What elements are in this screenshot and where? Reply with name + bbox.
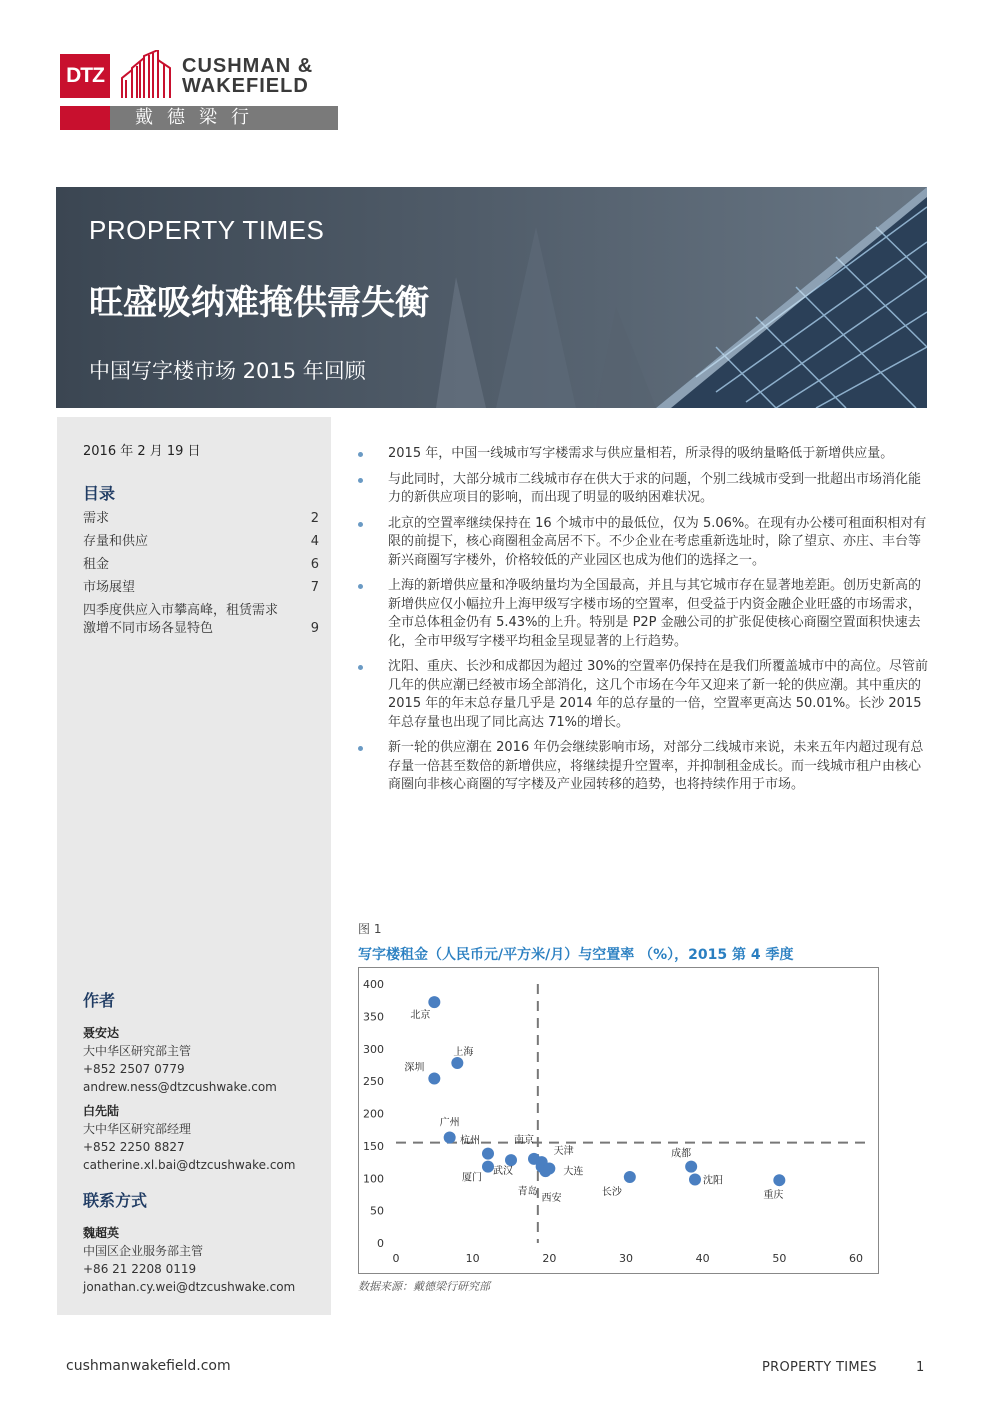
author-name: 聂安达 xyxy=(83,1026,120,1040)
wordmark-line-1: CUSHMAN & xyxy=(182,55,314,77)
contact-heading: 联系方式 xyxy=(83,1191,148,1210)
contact-title: 中国区企业服务部主管 xyxy=(83,1244,204,1258)
point-label: 上海 xyxy=(453,1046,474,1058)
author-name: 白先陆 xyxy=(83,1104,120,1118)
hero-banner xyxy=(56,187,927,408)
y-tick-label: 250 xyxy=(363,1075,384,1089)
footer-website[interactable]: cushmanwakefield.com xyxy=(66,1358,231,1374)
key-points xyxy=(358,445,930,802)
footer-series: PROPERTY TIMES xyxy=(762,1360,877,1375)
point-label: 深圳 xyxy=(404,1062,425,1074)
figure-number: 图 1 xyxy=(358,922,382,936)
bullet-point: 北京的空置率继续保持在 16 个城市中的最低位，仅为 5.06%。在现有办公楼可租面积相对有限的前提下，核心商圈租金高居不下。不少企业在考虑重新选址时，除了望京、亦庄、丰台等新兴商圈写字楼外，价格较低的产业园区也成为他们的选择之一。 xyxy=(358,515,930,571)
cushman-wakefield-wordmark xyxy=(182,56,313,96)
company-logo xyxy=(60,48,340,132)
brand-bar-accent xyxy=(60,106,110,130)
x-tick-label: 20 xyxy=(542,1252,557,1265)
author-title: 大中华区研究部经理 xyxy=(83,1122,192,1136)
data-point xyxy=(624,1171,636,1183)
point-label: 武汉 xyxy=(493,1166,513,1178)
authors-list xyxy=(83,1024,323,1180)
data-point xyxy=(428,1073,440,1085)
point-label: 厦门 xyxy=(462,1172,482,1184)
toc-item[interactable] xyxy=(83,579,319,597)
point-label: 成都 xyxy=(671,1148,692,1160)
point-label: 青岛 xyxy=(517,1186,538,1198)
point-label: 沈阳 xyxy=(703,1175,723,1187)
author-card xyxy=(83,1024,323,1096)
rent-vacancy-scatter-chart xyxy=(358,967,879,1274)
table-of-contents xyxy=(83,510,319,643)
toc-item[interactable] xyxy=(83,602,319,638)
author-email[interactable]: catherine.xl.bai@dtzcushwake.com xyxy=(83,1158,296,1172)
sidebar xyxy=(57,417,331,1315)
y-tick-label: 150 xyxy=(363,1139,384,1153)
publication-date: 2016 年 2 月 19 日 xyxy=(83,444,201,459)
y-tick-label: 300 xyxy=(363,1042,384,1056)
point-label: 大连 xyxy=(563,1166,584,1178)
contact-name: 魏超英 xyxy=(83,1226,120,1240)
toc-item-label: 需求 xyxy=(83,511,110,526)
figure-title: 写字楼租金（人民币元/平方米/月）与空置率 （%），2015 第 4 季度 xyxy=(358,947,794,963)
toc-item-label: 租金 xyxy=(83,557,110,572)
y-tick-label: 350 xyxy=(363,1010,384,1024)
x-tick-label: 40 xyxy=(695,1252,710,1265)
contact-phone: +86 21 2208 0119 xyxy=(83,1262,197,1276)
data-point xyxy=(482,1148,494,1160)
figure-source: 数据来源：戴德梁行研究部 xyxy=(358,1280,490,1293)
toc-item-page: 7 xyxy=(310,580,319,595)
point-label: 天津 xyxy=(553,1146,574,1158)
data-point xyxy=(543,1163,555,1175)
point-label: 长沙 xyxy=(601,1186,622,1198)
toc-heading: 目录 xyxy=(83,484,116,503)
wordmark-line-2: WAKEFIELD xyxy=(182,75,309,97)
contact-card xyxy=(83,1224,323,1296)
bullet-point: 新一轮的供应潮在 2016 年仍会继续影响市场，对部分二线城市来说，未来五年内超过现有总存量一倍甚至数倍的新增供应，将继续提升空置率，并抑制租金成长。而一线城市租户由核心商圈向非核心商圈的写字楼及产业园转移的趋势，也将持续作用于市场。 xyxy=(358,739,930,795)
x-tick-label: 30 xyxy=(619,1252,633,1265)
publication-series: PROPERTY TIMES xyxy=(89,215,325,245)
report-title: 旺盛吸纳难掩供需失衡 xyxy=(89,283,429,323)
toc-item-page: 4 xyxy=(310,534,319,549)
author-phone: +852 2507 0779 xyxy=(83,1062,185,1076)
point-label: 杭州 xyxy=(460,1135,480,1147)
y-tick-label: 400 xyxy=(363,978,384,991)
cushman-wakefield-building-icon xyxy=(118,50,174,98)
bullet-point: 上海的新增供应量和净吸纳量均为全国最高，并且与其它城市存在显著地差距。创历史新高的新增供应仅小幅拉升上海甲级写字楼市场的空置率，但受益于内资金融企业旺盛的市场需求，全市总体租金仍有 5.43%的上升。特别是 P2P 金融公司的扩张促使核心商圈空置面积快速去化，全市甲级写字楼平均租金呈现显著的上行趋势。 xyxy=(358,577,930,651)
data-point xyxy=(444,1131,456,1143)
data-point xyxy=(505,1154,517,1166)
x-tick-label: 10 xyxy=(465,1252,480,1265)
toc-item[interactable] xyxy=(83,510,319,528)
toc-item-page: 2 xyxy=(310,511,319,526)
chinese-brand-bar: 戴德梁行 xyxy=(60,106,338,130)
x-tick-label: 50 xyxy=(772,1252,787,1265)
data-point xyxy=(689,1174,701,1186)
contact-email[interactable]: jonathan.cy.wei@dtzcushwake.com xyxy=(83,1280,296,1294)
author-phone: +852 2250 8827 xyxy=(83,1140,185,1154)
toc-item-label: 存量和供应 xyxy=(83,534,149,549)
data-point xyxy=(428,996,440,1008)
author-email[interactable]: andrew.ness@dtzcushwake.com xyxy=(83,1080,277,1094)
toc-item-page: 9 xyxy=(310,621,319,636)
data-point xyxy=(451,1057,463,1069)
bullet-point: 2015 年，中国一线城市写字楼需求与供应量相若，所录得的吸纳量略低于新增供应量。 xyxy=(358,445,930,464)
authors-heading: 作者 xyxy=(83,991,116,1010)
point-label: 西安 xyxy=(541,1193,562,1205)
author-title: 大中华区研究部主管 xyxy=(83,1044,192,1058)
toc-item-label: 四季度供应入市攀高峰，租赁需求激增不同市场各显特色 xyxy=(83,603,279,636)
point-label: 广州 xyxy=(439,1117,460,1129)
toc-item[interactable] xyxy=(83,533,319,551)
point-label: 重庆 xyxy=(763,1190,784,1202)
x-tick-label: 60 xyxy=(849,1252,863,1265)
bullet-point: 与此同时，大部分城市二线城市存在供大于求的问题，个别二线城市受到一批超出市场消化能力的新供应项目的影响，而出现了明显的吸纳困难状况。 xyxy=(358,471,930,508)
toc-item-label: 市场展望 xyxy=(83,580,136,595)
toc-item-page: 6 xyxy=(310,557,319,572)
y-tick-label: 50 xyxy=(370,1204,384,1218)
dtz-logo-mark: DTZ xyxy=(60,54,110,98)
point-label: 南京 xyxy=(514,1134,534,1146)
page-number: 1 xyxy=(916,1360,925,1375)
data-point xyxy=(685,1161,697,1173)
chart-frame xyxy=(359,968,879,1274)
point-label: 北京 xyxy=(410,1010,431,1022)
x-tick-label: 0 xyxy=(392,1252,400,1265)
bullet-point: 沈阳、重庆、长沙和成都因为超过 30%的空置率仍保持在是我们所覆盖城市中的高位。尽管前几年的供应潮已经被市场全部消化，这几个市场在今年又迎来了新一轮的供应潮。其中重庆的 2015 年的年末总存量几乎是 2014 年的总存量的一倍，空置率更高达 50.01%。长沙 2015 年总存量也出现了同比高达 71%的增长。 xyxy=(358,658,930,732)
data-point xyxy=(773,1174,785,1186)
toc-item[interactable] xyxy=(83,556,319,574)
author-card xyxy=(83,1102,323,1174)
y-tick-label: 0 xyxy=(377,1237,384,1250)
report-subtitle: 中国写字楼市场 2015 年回顾 xyxy=(89,359,366,383)
y-tick-label: 100 xyxy=(363,1172,384,1186)
y-tick-label: 200 xyxy=(363,1107,384,1121)
